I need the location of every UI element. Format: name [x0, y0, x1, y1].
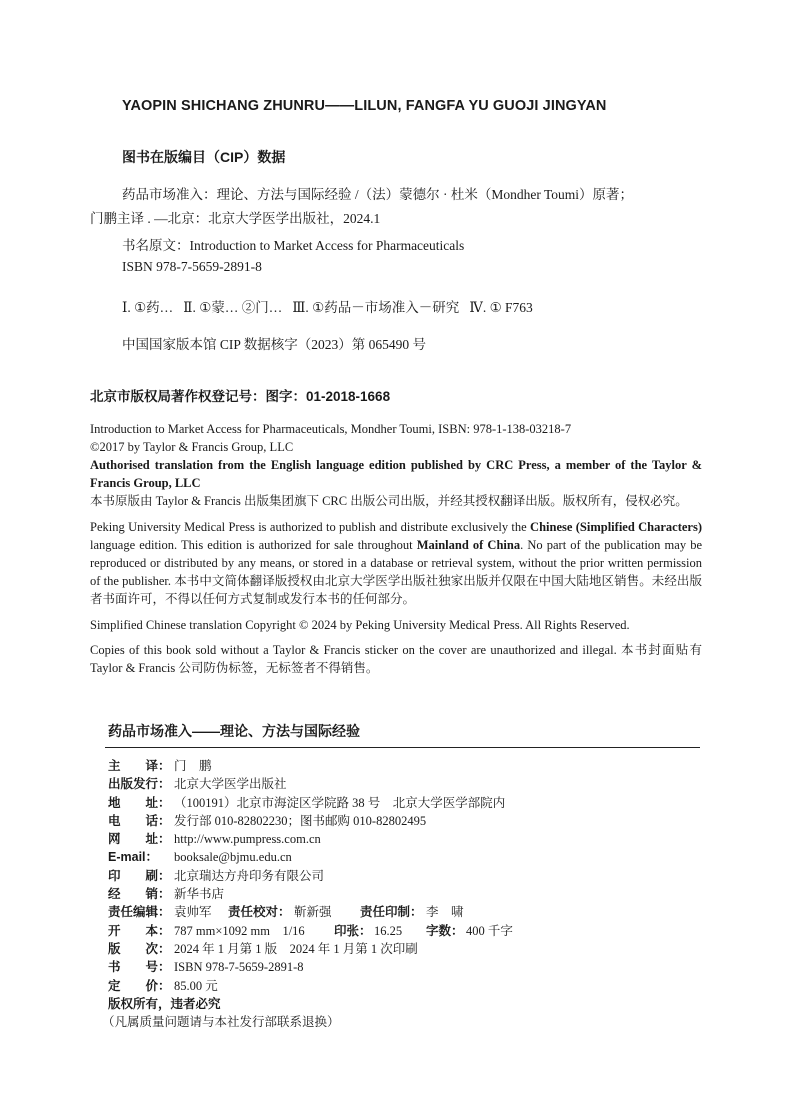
proofreader: 靳新强: [294, 905, 332, 920]
info-label: 责任印制：: [360, 905, 423, 920]
cip-isbn: ISBN 978-7-5659-2891-8: [122, 259, 262, 274]
pinyin-title: YAOPIN SHICHANG ZHUNRU——LILUN, FANGFA YU GUOJI JINGYAN: [122, 98, 607, 114]
printed-sheets: 16.25: [374, 923, 403, 938]
auth-bold-region: Mainland of China: [416, 538, 521, 552]
cip-line: 门鹏主译 . —北京：北京大学医学出版社，2024.1: [90, 211, 381, 226]
info-row: [108, 775, 708, 793]
info-label: 印张：: [334, 923, 372, 938]
publication-info: [102, 757, 708, 1031]
info-row: [108, 812, 708, 830]
quality-note: （凡属质量问题请与本社发行部联系退换）: [102, 1015, 340, 1030]
original-edition-cn-notice: 本书原版由 Taylor & Francis 出版集团旗下 CRC 出版公司出版，并经其授权翻译出版。版权所有，侵权必究。: [90, 494, 688, 508]
auth-text: language edition. This edition is authorized for sale throughout: [90, 538, 417, 552]
isbn: ISBN 978-7-5659-2891-8: [174, 960, 304, 975]
info-label: 网 址：: [108, 832, 171, 847]
cip-heading: 图书在版编目（CIP）数据: [122, 149, 286, 165]
info-row: [108, 757, 708, 775]
original-copyright-line: ©2017 by Taylor & Francis Group, LLC: [90, 440, 294, 454]
auth-text: Peking University Medical Press is authorized to publish and distribute exclusively the: [90, 520, 531, 534]
auth-text: . No part of the publication may be reproduced or distributed by any means, or stored in a database or retrieval system, without the prior written permission of the publisher. 本书中文简体翻译版授权由北京大学医学出版社独家出版并仅限在中国大陆地区销售。未经出版者书面许可，不得以任何方式复制或发行本书的任何部分。: [90, 538, 702, 606]
info-label: 印 刷：: [108, 868, 171, 883]
price: 85.00 元: [174, 978, 218, 993]
info-row: [108, 995, 708, 1013]
info-label: 书 号：: [108, 960, 171, 975]
info-row: [108, 903, 708, 921]
info-label: 主 译：: [108, 759, 171, 773]
info-row: [108, 794, 708, 812]
phone: 发行部 010-82802230；图书邮购 010-82802495: [174, 813, 427, 828]
info-label: 地 址：: [108, 795, 171, 810]
authorised-translation-notice: Authorised translation from the English language edition published by CRC Press, a member of the Taylor & Francis Group, LLC: [90, 458, 702, 490]
info-label: E-mail：: [108, 850, 159, 865]
info-row: [108, 848, 708, 866]
original-edition-block: [90, 420, 702, 510]
email: booksale@bjmu.edu.cn: [174, 850, 292, 865]
info-row: [108, 885, 708, 903]
book-title: 药品市场准入——理论、方法与国际经验: [108, 723, 360, 739]
format: 787 mm×1092 mm 1/16: [174, 923, 305, 938]
info-label: 责任编辑：: [108, 905, 171, 920]
printer: 北京瑞达方舟印务有限公司: [174, 868, 325, 883]
sticker-notice: Copies of this book sold without a Taylor & Francis sticker on the cover are unauthorized and illegal. 本书封面贴有 Taylor & Francis 公司防伪标签，无标签者不得销售。: [90, 643, 702, 675]
translator: 门 鹏: [174, 759, 212, 773]
info-row: [108, 830, 708, 848]
cip-classification: Ⅰ. ①药… Ⅱ. ①蒙… ②门… Ⅲ. ①药品－市场准入－研究 Ⅳ. ① F763: [122, 300, 533, 315]
distributor: 新华书店: [174, 887, 225, 902]
info-row: [108, 940, 708, 958]
info-label: 责任校对：: [228, 905, 291, 920]
cip-verification-number: 中国国家版本馆 CIP 数据核字（2023）第 065490 号: [122, 337, 427, 352]
address: （100191）北京市海淀区学院路 38 号 北京大学医学部院内: [174, 795, 506, 810]
edition: 2024 年 1 月第 1 版 2024 年 1 月第 1 次印刷: [174, 941, 418, 956]
auth-bold-language: Chinese (Simplified Characters): [530, 520, 702, 534]
info-label: 经 销：: [108, 887, 171, 902]
info-label: 版 次：: [108, 941, 171, 956]
info-label: 定 价：: [108, 978, 171, 993]
original-title-line: Introduction to Market Access for Pharmaceuticals, Mondher Toumi, ISBN: 978-1-138-03218-7: [90, 422, 572, 436]
simplified-copyright: Simplified Chinese translation Copyright © 2024 by Peking University Medical Press. All Rights Reserved.: [90, 618, 630, 632]
copyright-registration: 北京市版权局著作权登记号：图字：01-2018-1668: [90, 389, 391, 404]
info-row: [108, 867, 708, 885]
cip-line: 药品市场准入：理论、方法与国际经验 /（法）蒙德尔 · 杜米（Mondher Toumi）原著；: [122, 187, 634, 202]
print-supervisor: 李 啸: [426, 905, 464, 920]
divider: [105, 747, 700, 748]
editor: 袁帅军: [174, 905, 212, 920]
cip-line: 书名原文：Introduction to Market Access for Pharmaceuticals: [122, 238, 465, 253]
info-row: [108, 958, 708, 976]
word-count: 400 千字: [466, 923, 513, 938]
info-label: 字数：: [426, 923, 464, 938]
website: http://www.pumpress.com.cn: [174, 832, 321, 847]
publisher-authorization-paragraph: [90, 518, 702, 608]
rights-reserved: 版权所有，违者必究: [108, 996, 221, 1011]
info-row: [102, 1013, 708, 1031]
info-row: [108, 977, 708, 995]
info-label: 开 本：: [108, 923, 171, 938]
info-row: [108, 922, 708, 940]
publisher: 北京大学医学出版社: [174, 777, 287, 792]
info-label: 出版发行：: [108, 777, 171, 792]
info-label: 电 话：: [108, 813, 171, 828]
